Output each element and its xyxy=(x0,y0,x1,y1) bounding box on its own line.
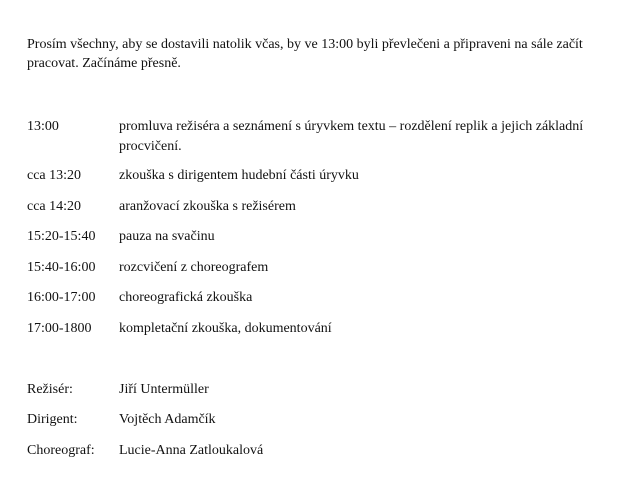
schedule-time: cca 14:20 xyxy=(27,199,82,214)
schedule-time: 16:00-17:00 xyxy=(27,290,96,305)
schedule-time: 17:00-1800 xyxy=(27,321,92,336)
staff-role: Dirigent: xyxy=(27,412,78,427)
staff-name: Vojtěch Adamčík xyxy=(119,412,216,427)
schedule-description: aranžovací zkouška s režisérem xyxy=(119,199,296,214)
schedule-description: choreografická zkouška xyxy=(119,290,253,305)
schedule-description: rozcvičení z choreografem xyxy=(119,260,269,275)
intro-paragraph: Prosím všechny, aby se dostavili natolik včas, by ve 13:00 byli převlečeni a připraveni na sále začít pracovat. Začínáme přesně. xyxy=(27,37,583,71)
staff-role: Choreograf: xyxy=(27,443,95,458)
staff-name: Lucie-Anna Zatloukalová xyxy=(119,443,264,458)
staff-name: Jiří Untermüller xyxy=(119,382,209,397)
schedule-description: kompletační zkouška, dokumentování xyxy=(119,321,332,336)
schedule-time: 15:40-16:00 xyxy=(27,260,96,275)
schedule-time: 13:00 xyxy=(27,119,59,134)
schedule-description: pauza na svačinu xyxy=(119,229,215,244)
schedule-description: zkouška s dirigentem hudební části úryvku xyxy=(119,168,359,183)
schedule-time: 15:20-15:40 xyxy=(27,229,96,244)
schedule-time: cca 13:20 xyxy=(27,168,82,183)
staff-role: Režisér: xyxy=(27,382,73,397)
schedule-description: promluva režiséra a seznámení s úryvkem textu – rozdělení replik a jejich základní procvičení. xyxy=(119,119,584,154)
